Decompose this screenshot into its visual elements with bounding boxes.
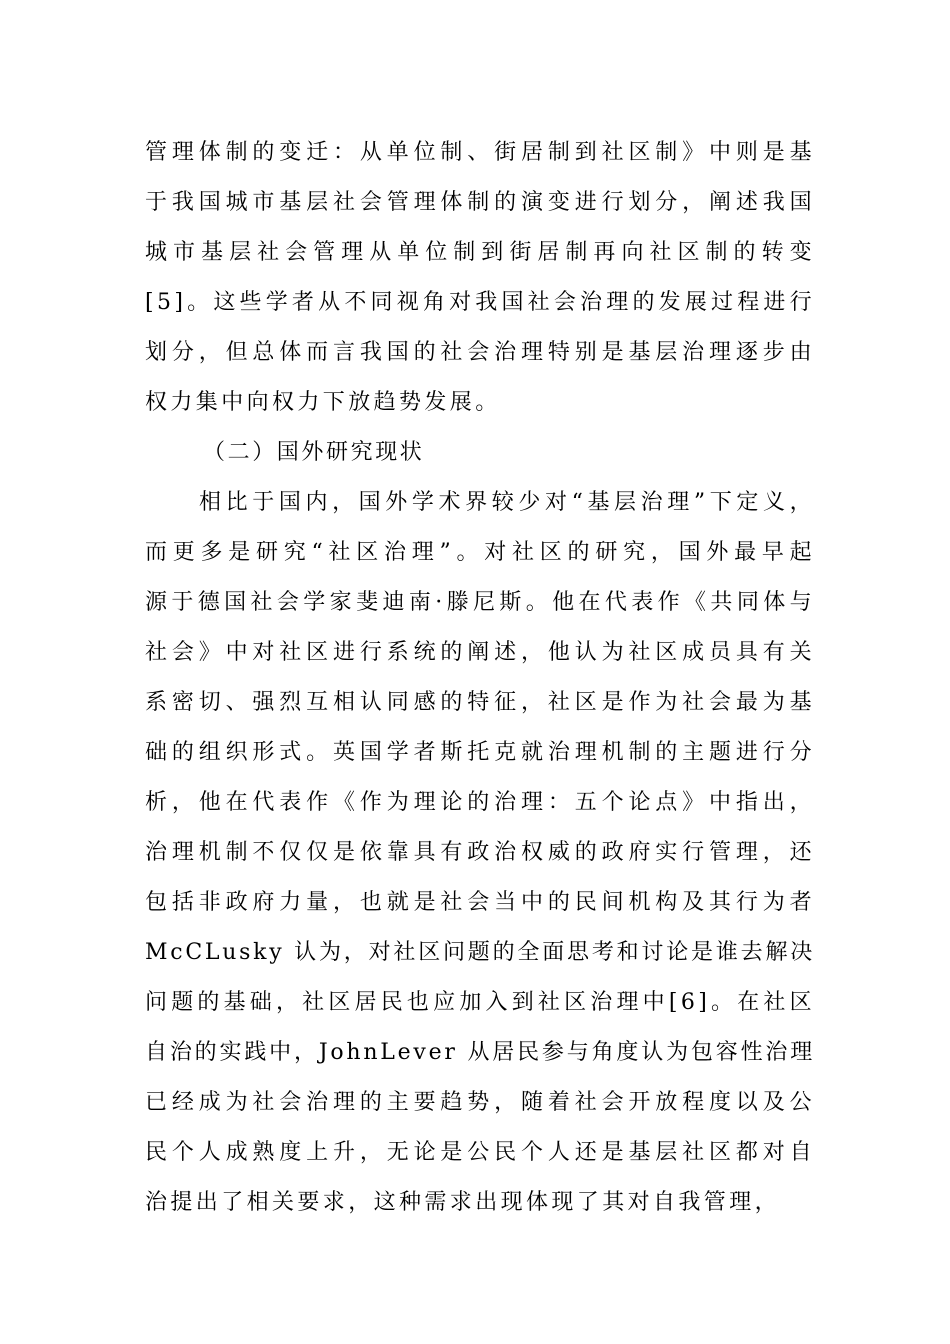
text-line: 于我国城市基层社会管理体制的演变进行划分，阐述我国	[145, 190, 815, 215]
text-line: 治理机制不仅仅是依靠具有政治权威的政府实行管理，还	[145, 840, 815, 865]
text-line: 划分，但总体而言我国的社会治理特别是基层治理逐步由	[145, 340, 815, 365]
document-body	[145, 131, 815, 1231]
text-line: 社会》中对社区进行系统的阐述，他认为社区成员具有关	[145, 640, 815, 665]
text-line: 析，他在代表作《作为理论的治理：五个论点》中指出，	[145, 790, 815, 815]
text-line: 治提出了相关要求，这种需求出现体现了其对自我管理，	[145, 1190, 781, 1215]
text-line: 包括非政府力量，也就是社会当中的民间机构及其行为者	[145, 890, 815, 915]
text-line: 系密切、强烈互相认同感的特征，社区是作为社会最为基	[145, 690, 815, 715]
text-line: 相比于国内，国外学术界较少对“基层治理”下定义，	[199, 490, 815, 515]
text-line: 已经成为社会治理的主要趋势，随着社会开放程度以及公	[145, 1090, 815, 1115]
text-line: 管理体制的变迁：从单位制、街居制到社区制》中则是基	[145, 140, 815, 165]
text-line: 自治的实践中，JohnLever 从居民参与角度认为包容性治理	[145, 1040, 815, 1065]
text-line: 权力集中向权力下放趋势发展。	[145, 390, 501, 415]
section-heading: （二）国外研究现状	[203, 440, 425, 465]
text-line: 而更多是研究“社区治理”。对社区的研究，国外最早起	[145, 540, 815, 565]
text-line: [5]。这些学者从不同视角对我国社会治理的发展过程进行	[145, 290, 815, 315]
text-line: 源于德国社会学家斐迪南·滕尼斯。他在代表作《共同体与	[145, 590, 815, 615]
text-line: 民个人成熟度上升，无论是公民个人还是基层社区都对自	[145, 1140, 815, 1165]
text-line: 问题的基础，社区居民也应加入到社区治理中[6]。在社区	[145, 990, 815, 1015]
text-line: 础的组织形式。英国学者斯托克就治理机制的主题进行分	[145, 740, 815, 765]
text-line: 城市基层社会管理从单位制到街居制再向社区制的转变	[145, 240, 815, 265]
text-line: McCLusky 认为，对社区问题的全面思考和讨论是谁去解决	[145, 940, 815, 965]
